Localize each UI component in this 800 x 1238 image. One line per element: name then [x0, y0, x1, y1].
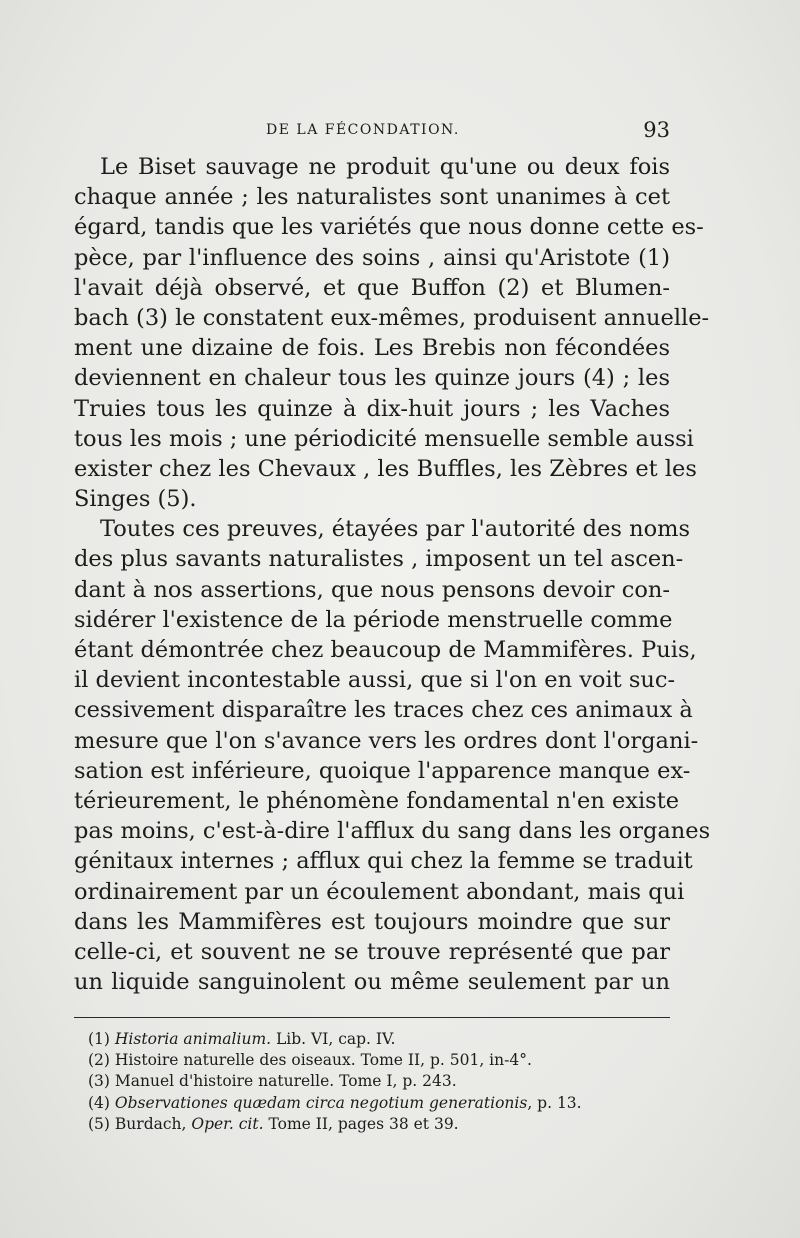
text-line: un liquide sanguinolent ou même seulement par un [74, 969, 670, 996]
footnote-text: Tome II, pages 38 et 39. [263, 1114, 459, 1133]
footnote-text: Manuel d'histoire naturelle. Tome I, p. 243. [114, 1072, 457, 1091]
footnote-italic: Oper. cit. [191, 1114, 264, 1133]
text-line: dans les Mammifères est toujours moindre que sur [74, 908, 670, 935]
page-number: 93 [643, 118, 670, 142]
footnote-italic: Observationes quædam circa negotium generationis [114, 1093, 528, 1112]
text-line: tous les mois ; une périodicité mensuelle semble aussi [74, 425, 694, 452]
text-line: il devient incontestable aussi, que si l'on en voit suc- [74, 667, 676, 694]
body-text [74, 152, 711, 997]
text-line: chaque année ; les naturalistes sont unanimes à cet [74, 184, 670, 211]
text-line: exister chez les Chevaux , les Buffles, les Zèbres et les [74, 455, 697, 482]
text-line: Le Biset sauvage ne produit qu'une ou deux fois [100, 154, 670, 180]
footnote-text: Burdach, [114, 1114, 192, 1133]
text-line: génitaux internes ; afflux qui chez la femme se traduit [74, 848, 693, 875]
footnotes [88, 1029, 668, 1135]
text-line: égard, tandis que les variétés que nous donne cette es- [74, 214, 704, 241]
page-header [74, 118, 670, 146]
footnote-mark: (3) [88, 1072, 110, 1091]
paragraph [74, 514, 711, 997]
footnote-text: Histoire naturelle des oiseaux. Tome II, p. 501, in-4°. [114, 1051, 532, 1070]
text-line: des plus savants naturalistes , imposent un tel ascen- [74, 546, 684, 573]
footnote-mark: (4) [88, 1093, 110, 1112]
footnote [88, 1114, 668, 1135]
text-line: étant démontrée chez beaucoup de Mammifères. Puis, [74, 637, 697, 663]
text-line: Toutes ces preuves, étayées par l'autorité des noms [100, 516, 691, 543]
footnote-mark: (5) [88, 1114, 110, 1133]
footnote-mark: (1) [88, 1030, 110, 1048]
text-line: deviennent en chaleur tous les quinze jours (4) ; les [74, 365, 670, 392]
footnote-mark: (2) [88, 1051, 110, 1070]
text-line: pèce, par l'influence des soins , ainsi qu'Aristote (1) [74, 244, 670, 271]
footnote [88, 1029, 668, 1050]
text-line: dant à nos assertions, que nous pensons devoir con- [74, 576, 670, 603]
text-line: Truies tous les quinze à dix-huit jours ; les Vaches [74, 395, 670, 422]
text-line: pas moins, c'est-à-dire l'afflux du sang dans les organes [74, 818, 711, 845]
footnote [88, 1071, 668, 1092]
footnote-text: , p. 13. [527, 1093, 582, 1112]
footnote-text: Lib. VI, cap. IV. [271, 1030, 396, 1048]
text-line: celle-ci, et souvent ne se trouve représenté que par [74, 938, 670, 965]
footnote-divider [74, 1017, 670, 1018]
footnote [88, 1093, 668, 1114]
text-line: sidérer l'existence de la période menstruelle comme [74, 606, 673, 633]
text-line: ment une dizaine de fois. Les Brebis non fécondées [74, 335, 670, 362]
running-head: DE LA FÉCONDATION. [266, 122, 460, 138]
paragraph [74, 152, 710, 514]
text-line: bach (3) le constatent eux-mêmes, produisent annuelle- [74, 304, 710, 331]
text-line: Singes (5). [74, 486, 197, 513]
text-line: cessivement disparaître les traces chez ces animaux à [74, 697, 693, 724]
text-line: sation est inférieure, quoique l'apparence manque ex- [74, 757, 691, 784]
text-line: térieurement, le phénomène fondamental n'en existe [74, 787, 680, 814]
text-line: ordinairement par un écoulement abondant, mais qui [74, 878, 685, 905]
text-line: l'avait déjà observé, et que Buffon (2) et Blumen- [74, 274, 670, 301]
footnote [88, 1050, 668, 1071]
text-line: mesure que l'on s'avance vers les ordres dont l'organi- [74, 727, 699, 754]
footnote-italic: Historia animalium. [114, 1030, 272, 1048]
